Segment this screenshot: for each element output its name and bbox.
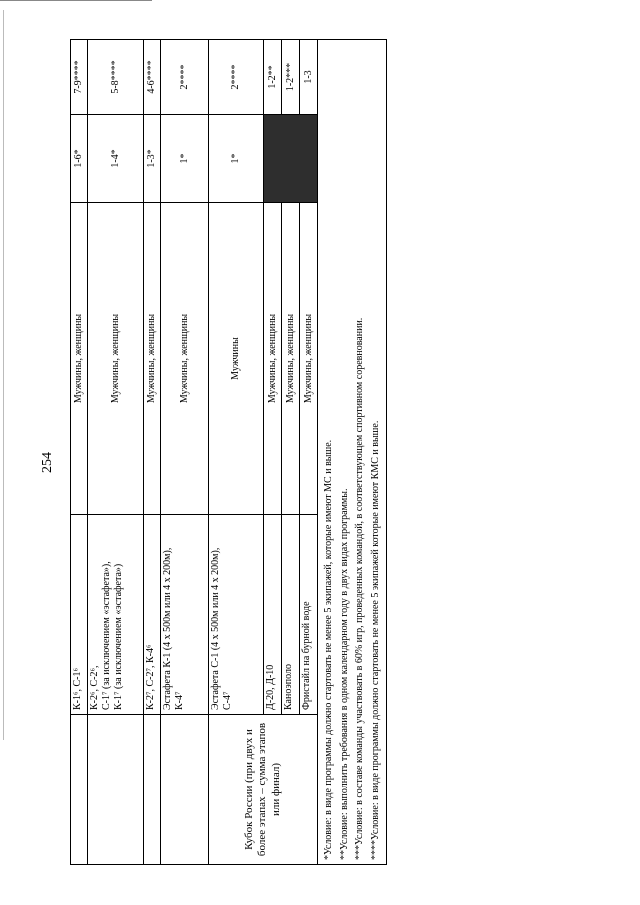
- event-cell: Фристайл на бурной воде: [300, 515, 318, 715]
- empty-cell: [88, 715, 144, 865]
- note-3: ***Условие: в составе команды участвовать в 60% игр, проведенных командой, в соответствующем спортивном соревновании.: [354, 317, 365, 860]
- place-cell: 5-8****: [88, 40, 144, 115]
- group-cell: Мужчины, женщины: [71, 203, 88, 515]
- event-cell: Эстафета К-1 (4 х 500м или 4 х 200м), К-4⁷: [161, 515, 209, 715]
- event-cell: К-2⁶, С-2⁶, С-1⁷ (за исключением «эстафета»), К-1⁷ (за исключением «эстафета»): [88, 515, 144, 715]
- event-cell: Эстафета С-1 (4 х 500м или 4 х 200м), С-4⁷: [209, 515, 264, 715]
- table-row: [88, 40, 144, 865]
- place-cell: 2****: [161, 40, 209, 115]
- empty-cell: [161, 715, 209, 865]
- notes-cell: [318, 40, 387, 865]
- place-cell: 2****: [209, 40, 264, 115]
- group-cell: Мужчины: [209, 203, 264, 515]
- qualification-table: [70, 39, 387, 865]
- notes-row: [318, 40, 387, 865]
- note-1: *Условие: в виде программы должно стартовать не менее 5 экипажей, которые имеют МС и выше.: [323, 439, 334, 860]
- place-cell: 1-6*: [71, 115, 88, 203]
- table-row: [161, 40, 209, 865]
- group-cell: Мужчины, женщины: [300, 203, 318, 515]
- place-cell: 1-2**: [264, 40, 282, 115]
- place-cell: 1-2***: [282, 40, 300, 115]
- event-cell: К-1⁶, С-1⁶: [71, 515, 88, 715]
- group-cell: Мужчины, женщины: [88, 203, 144, 515]
- place-cell: 4-6****: [144, 40, 161, 115]
- table-row: [71, 40, 88, 865]
- place-cell: 1-4*: [88, 115, 144, 203]
- place-cell: 1*: [209, 115, 264, 203]
- event-cell: Д-20, Д-10: [264, 515, 282, 715]
- event-cell: К-2⁷, С-2⁷, К-4⁶: [144, 515, 161, 715]
- shaded-cell: [264, 115, 318, 203]
- cup-label: Кубок России (при двух и более этапах – сумма этапов или финал): [209, 715, 318, 865]
- group-cell: Мужчины, женщины: [144, 203, 161, 515]
- event-cell: Каноэполо: [282, 515, 300, 715]
- table-row: [209, 40, 264, 865]
- note-2: **Условие: выполнить требования в одном календарном году в двух видах программы.: [338, 488, 350, 860]
- place-cell: 7-9****: [71, 40, 88, 115]
- empty-cell: [71, 715, 88, 865]
- group-cell: Мужчины, женщины: [264, 203, 282, 515]
- group-cell: Мужчины, женщины: [161, 203, 209, 515]
- group-cell: Мужчины, женщины: [282, 203, 300, 515]
- note-4: ****Условие: в виде программы должно стартовать не менее 5 экипажей которые имеют КМС и выше.: [369, 420, 381, 860]
- place-cell: 1-3: [300, 40, 318, 115]
- rotated-page: [40, 40, 390, 865]
- place-cell: 1-3*: [144, 115, 161, 203]
- table-row: [144, 40, 161, 865]
- scan-edge-top: [0, 0, 152, 1]
- place-cell: 1*: [161, 115, 209, 203]
- empty-cell: [144, 715, 161, 865]
- scan-edge-left: [3, 10, 4, 740]
- page-number: 254: [40, 452, 55, 473]
